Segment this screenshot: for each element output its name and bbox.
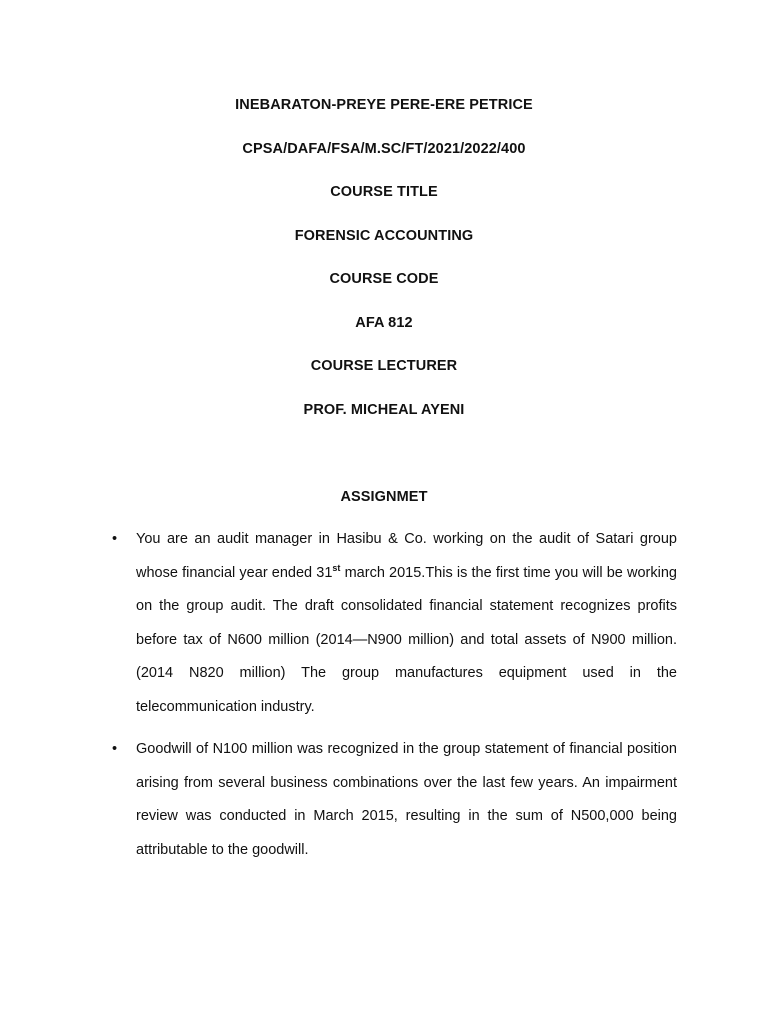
course-title: FORENSIC ACCOUNTING (294, 228, 474, 244)
paragraph (136, 733, 677, 867)
student-name: INEBARATON-PREYE PERE-ERE PETRICE (235, 97, 533, 113)
course-lecturer: PROF. MICHEAL AYENI (303, 402, 465, 418)
course-code: AFA 812 (355, 315, 413, 331)
bullet-icon: • (112, 741, 118, 757)
paragraph-text: You are an audit manager in Hasibu & Co. working on the audit of Satari group whose financial year ended 31 (136, 531, 677, 581)
matric-number: CPSA/DAFA/FSA/M.SC/FT/2021/2022/400 (242, 141, 526, 157)
assignment-title: ASSIGNMET (340, 489, 428, 505)
paragraph-text: Goodwill of N100 million was recognized in the group statement of financial position arising from several business combinations over the last few years. An impairment review was conducted in March 2015, resulting in the sum of N500,000 being attributable to the goodwill. (136, 741, 677, 858)
paragraph-text-continued: march 2015.This is the first time you will be working on the group audit. The draft consolidated financial statement recognizes profits before tax of N600 million (2014—N900 million) and total assets of N900 million. (2014 N820 million) The group manufactures equipment used in the telecommunication industry. (136, 564, 677, 715)
paragraph (136, 523, 677, 724)
ordinal-suffix: st (332, 562, 341, 573)
course-lecturer-label: COURSE LECTURER (310, 358, 458, 374)
list-item (112, 733, 678, 869)
course-title-label: COURSE TITLE (330, 184, 438, 200)
list-item (112, 523, 678, 725)
course-code-label: COURSE CODE (329, 271, 439, 287)
bullet-icon: • (112, 531, 118, 547)
